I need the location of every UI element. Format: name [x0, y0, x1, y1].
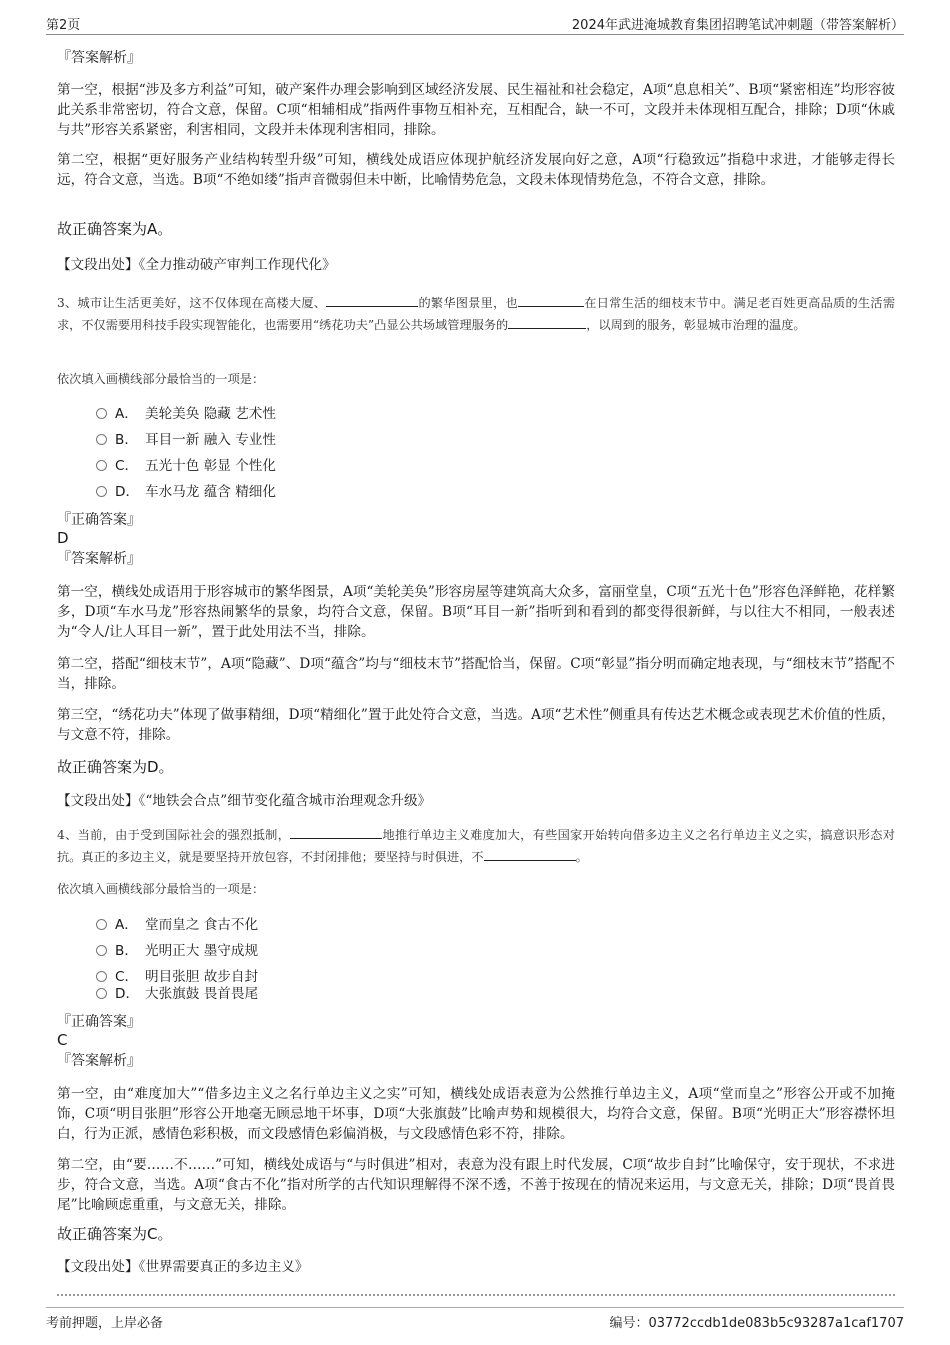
q3-analysis-para3: 第三空，“绣花功夫”体现了做事精细，D项“精细化”置于此处符合文意，当选。A项“艺术性”侧重具有传达艺术概念或表现艺术价值的性质，与文意不符，排除。	[57, 707, 895, 743]
q2-analysis-para2: 第二空，根据“更好服务产业结构转型升级”可知，横线处成语应体现护航经济发展向好之意，A项“行稳致远”指稳中求进，才能够走得长远，符合文意，当选。B项“不绝如缕”指声音微弱但未中断，比喻情势危急，文段未体现情势危急，不符合文意，排除。	[57, 152, 895, 188]
blank-line	[290, 826, 382, 839]
q3-analysis-para1: 第一空，横线处成语用于形容城市的繁华图景，A项“美轮美奂”形容房屋等建筑高大众多，富丽堂皇，C项“五光十色”形容色泽鲜艳，花样繁多，D项“车水马龙”形容热闹繁华的景象，均符合文意，保留。B项“耳目一新”指听到和看到的都变得很新鲜，与以往大不相同，一般表述为“令人/让人耳目一新”，置于此处用法不当，排除。	[57, 584, 895, 640]
blank-line	[508, 316, 586, 329]
blank-line	[518, 294, 584, 307]
truncated-next-line	[57, 1293, 895, 1298]
q4-source: 【文段出处】《世界需要真正的多边主义》	[57, 1259, 309, 1275]
footer-code-value: 03772ccdb1de083b5c93287a1caf1707	[648, 1316, 904, 1331]
q4-stem	[57, 824, 895, 868]
q4-correct-answer: C	[57, 1031, 68, 1049]
q3-correct-answer: D	[57, 529, 69, 547]
q3-prompt: 依次填入画横线部分最恰当的一项是：	[57, 372, 265, 386]
q4-correct-tag: 『正确答案』	[57, 1014, 141, 1030]
q4-option-a[interactable]: A． 堂而皇之 食古不化	[96, 915, 258, 935]
radio-icon[interactable]	[96, 486, 107, 497]
q3-stem-text-1: 3、城市让生活更美好，这不仅体现在高楼大厦、	[57, 296, 327, 310]
q4-stem-text-1: 4、当前，由于受到国际社会的强烈抵制，	[57, 828, 291, 842]
q3-option-d[interactable]: D． 车水马龙 蕴含 精细化	[96, 482, 276, 502]
q3-stem	[57, 292, 895, 336]
q3-correct-tag: 『正确答案』	[57, 512, 141, 528]
q4-stem-text-3: 。	[575, 850, 588, 864]
q3-stem-text-4: ，以周到的服务，彰显城市治理的温度。	[586, 318, 806, 332]
q2-analysis-para1: 第一空，根据“涉及多方利益”可知，破产案件办理会影响到区域经济发展、民生福祉和社会稳定，A项“息息相关”、B项“紧密相连”均形容彼此关系非常密切，符合文意，保留。C项“相辅相成”指两件事物互相补充，互相配合，缺一不可，文段并未体现相互配合，排除；D项“休戚与共”形容关系紧密，利害相同，文段并未体现利害相同，排除。	[57, 82, 895, 138]
q4-prompt: 依次填入画横线部分最恰当的一项是：	[57, 882, 265, 896]
q4-conclusion: 故正确答案为C。	[57, 1225, 173, 1243]
q3-stem-text-3: 在日常生活的细枝末节中。满足老百姓更高品质的生活需求，不仅需要用科技手段实现智能化，也需要用“绣花功夫”凸显公共场域管理服务的	[57, 296, 896, 332]
q4-analysis-tag: 『答案解析』	[57, 1053, 141, 1069]
q4-option-d[interactable]: D． 大张旗鼓 畏首畏尾	[96, 984, 258, 1004]
radio-icon[interactable]	[96, 971, 107, 982]
q3-option-c[interactable]: C． 五光十色 彰显 个性化	[96, 456, 276, 476]
blank-line	[484, 848, 576, 861]
q4-option-c[interactable]: C． 明目张胆 故步自封	[96, 967, 258, 987]
q3-source: 【文段出处】《“地铁会合点”细节变化蕴含城市治理观念升级》	[57, 793, 432, 809]
document-title: 2024年武进淹城教育集团招聘笔试冲刺题（带答案解析）	[571, 18, 904, 33]
q4-analysis-para2: 第二空，由“要……不……”可知，横线处成语与“与时俱进”相对，表意为没有跟上时代发展，C项“故步自封”比喻保守，安于现状，不求进步，符合文意，当选。A项“食古不化”指对所学的古代知识理解得不深不透，不善于按现在的情况来运用，与文意无关，排除；D项“畏首畏尾”比喻顾虑重重，与文意无关，排除。	[57, 1157, 895, 1213]
radio-icon[interactable]	[96, 434, 107, 445]
q2-analysis-tag: 『答案解析』	[57, 50, 141, 66]
radio-icon[interactable]	[96, 945, 107, 956]
blank-line	[326, 294, 418, 307]
page-number: 第2页	[46, 18, 81, 33]
q4-analysis-para1: 第一空，由“难度加大”“借多边主义之名行单边主义之实”可知，横线处成语表意为公然推行单边主义，A项“堂而皇之”形容公开或不加掩饰，C项“明目张胆”形容公开地毫无顾忌地干坏事，D项“大张旗鼓”比喻声势和规模很大，均符合文意，保留。B项“光明正大”形容襟怀坦白，行为正派，感情色彩积极，而文段感情色彩偏消极，与文段感情色彩不符，排除。	[57, 1086, 895, 1142]
q3-analysis-para2: 第二空，搭配“细枝末节”，A项“隐藏”、D项“蕴含”均与“细枝末节”搭配恰当，保留。C项“彰显”指分明而确定地表现，与“细枝末节”搭配不当，排除。	[57, 656, 895, 692]
footer-rule	[46, 1307, 904, 1308]
q4-option-b[interactable]: B． 光明正大 墨守成规	[96, 941, 258, 961]
footer-slogan: 考前押题，上岸必备	[46, 1316, 164, 1331]
header-rule	[46, 34, 904, 35]
q2-conclusion: 故正确答案为A。	[57, 220, 173, 238]
q4-stem-text-2: 地推行单边主义难度加大，有些国家开始转向借多边主义之名行单边主义之实，搞意识形态对抗。真正的多边主义，就是要坚持开放包容，不封闭排他；要坚持与时俱进，不	[57, 828, 895, 864]
radio-icon[interactable]	[96, 988, 107, 999]
q2-source: 【文段出处】《全力推动破产审判工作现代化》	[57, 257, 336, 273]
radio-icon[interactable]	[96, 460, 107, 471]
q3-option-a[interactable]: A． 美轮美奂 隐藏 艺术性	[96, 404, 276, 424]
radio-icon[interactable]	[96, 408, 107, 419]
footer-code-label: 编号：	[609, 1316, 649, 1331]
q3-stem-text-2: 的繁华图景里，也	[418, 296, 519, 310]
q3-analysis-tag: 『答案解析』	[57, 551, 141, 567]
q3-option-b[interactable]: B． 耳目一新 融入 专业性	[96, 430, 276, 450]
q3-conclusion: 故正确答案为D。	[57, 758, 174, 776]
footer-code	[609, 1312, 904, 1331]
radio-icon[interactable]	[96, 919, 107, 930]
